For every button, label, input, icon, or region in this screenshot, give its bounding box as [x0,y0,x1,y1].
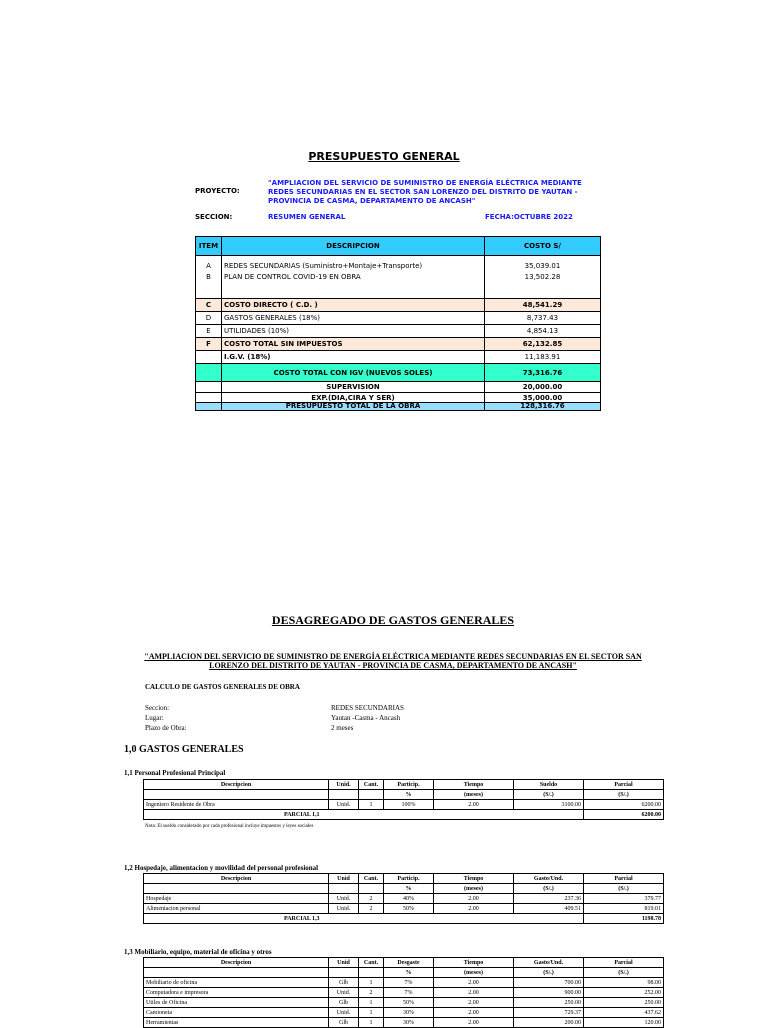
table-row [144,800,664,810]
row-partial: 6200.00 [584,800,664,810]
row-partial: 250.00 [584,998,664,1008]
item-e: E [196,325,222,338]
item-a: A [206,261,211,270]
row-unit: Unid. [329,894,359,904]
item-d: D [196,312,222,325]
table-row [144,904,664,914]
desagregado-project-line-1: "AMPLIACION DEL SERVICIO DE SUMINISTRO DE ENERGÍA ELÉCTRICA MEDIANTE REDES SECUNDARIAS EN EL SECTOR SAN [144,652,642,661]
project-label: PROYECTO: [195,187,240,195]
item-cell [196,256,222,299]
row-wear: 7% [384,988,434,998]
row-partial: 98.00 [584,978,664,988]
col-header-participation: Particip. [384,874,434,884]
cost-d: 8,737.43 [485,312,601,325]
empty-cell [196,382,222,393]
col-header-quantity: Cant. [359,780,384,790]
hospedaje-heading: 1,2 Hospedaje, alimentacion y movilidad del personal profesional [124,864,319,872]
row-wear: 30% [384,1008,434,1018]
col-header-quantity: Cant. [359,874,384,884]
table-row [196,325,601,338]
row-wear: 7% [384,978,434,988]
table-row [196,364,601,382]
desagregado-project-line-2: LORENZO DEL DISTRITO DE YAUTAN - PROVINCIA DE CASMA, DEPARTAMENTO DE ANCASH" [209,661,577,670]
desagregado-project [128,652,658,670]
table-row [196,256,601,299]
section-label: SECCION: [195,213,233,221]
project-line-3: PROVINCIA DE CASMA, DEPARTAMENTO DE ANCASH" [268,197,476,205]
description-cell [222,256,485,299]
mobiliario-heading: 1,3 Mobiliario, equipo, material de oficina y otros [124,948,272,956]
budget-date: FECHA:OCTUBRE 2022 [485,213,573,221]
desc-e: UTILIDADES (10%) [222,325,485,338]
cost-f: 62,132.85 [485,338,601,351]
row-time: 2.00 [434,800,514,810]
row-quantity: 1 [359,800,384,810]
row-quantity: 2 [359,894,384,904]
col-subheader-months: (meses) [434,884,514,894]
row-description: Mobiliario de oficina [144,978,329,988]
table-row [144,978,664,988]
budget-title: PRESUPUESTO GENERAL [308,150,460,163]
col-subheader-currency: (S/.) [584,884,664,894]
table-total-row [144,810,664,820]
row-time: 2.00 [434,998,514,1008]
row-cost-per-unit: 409.51 [514,904,584,914]
col-header-quantity: Cant. [359,958,384,968]
row-time: 2.00 [434,988,514,998]
table-row [196,299,601,312]
col-header-salary: Sueldo [514,780,584,790]
partial-total-label: PARCIAL 1,3 [144,914,584,924]
row-cost-per-unit: 250.00 [514,998,584,1008]
row-time: 2.00 [434,1008,514,1018]
lugar-label: Lugar: [145,714,164,722]
col-header-wear: Desgaste [384,958,434,968]
col-subheader-currency: (S/.) [514,968,584,978]
partial-total-label: PARCIAL 1,1 [144,810,584,820]
row-participation: 50% [384,904,434,914]
table-header-row [144,968,664,978]
salary-note: Nota: El sueldo considerado por cada profesional incluye impuestos y leyes sociales [145,824,314,829]
row-quantity: 1 [359,998,384,1008]
row-cost-per-unit: 237.36 [514,894,584,904]
row-description: Herramientas [144,1018,329,1028]
row-participation: 40% [384,894,434,904]
cost-b: 13,502.28 [524,272,561,281]
table-row [144,988,664,998]
row-quantity: 1 [359,1008,384,1018]
col-subheader-currency: (S/.) [584,790,664,800]
desc-presupuesto-total: PRESUPUESTO TOTAL DE LA OBRA [222,403,485,411]
desc-d: GASTOS GENERALES (18%) [222,312,485,325]
col-subheader-percent: % [384,968,434,978]
row-wear: 50% [384,998,434,1008]
row-time: 2.00 [434,904,514,914]
row-cost-per-unit: 900.00 [514,988,584,998]
row-unit: Unid. [329,800,359,810]
empty-cell [196,403,222,411]
col-header-cost: COSTO S/ [485,237,601,256]
partial-total-value: 6200.00 [584,810,664,820]
table-header-row [144,790,664,800]
empty-cell [196,351,222,364]
row-partial: 120.00 [584,1018,664,1028]
col-header-partial: Parcial [584,780,664,790]
table-row [196,403,601,411]
row-description: Camioneta [144,1008,329,1018]
table-row [144,1018,664,1028]
col-header-description: Descripcion [144,874,329,884]
col-header-time: Tiempo [434,958,514,968]
table-row [196,393,601,403]
cost-cell [485,256,601,299]
row-cost-per-unit: 200.00 [514,1018,584,1028]
table-row [144,998,664,1008]
lugar-value: Yautan -Casma - Ancash [331,714,401,722]
table-row [144,1008,664,1018]
desc-f: COSTO TOTAL SIN IMPUESTOS [222,338,485,351]
row-time: 2.00 [434,978,514,988]
row-unit: Unid. [329,904,359,914]
table-header-row [196,237,601,256]
row-quantity: 1 [359,1018,384,1028]
plazo-value: 2 meses [331,724,354,732]
row-description: Alimentacion personal [144,904,329,914]
row-salary: 3100.00 [514,800,584,810]
row-quantity: 2 [359,988,384,998]
calc-title: CALCULO DE GASTOS GENERALES DE OBRA [145,683,300,691]
table-total-row [144,914,664,924]
col-subheader-currency: (S/.) [584,968,664,978]
desc-expediente: EXP.(DIA,CIRA Y SER) [222,393,485,403]
row-quantity: 2 [359,904,384,914]
row-unit: Glb [329,978,359,988]
cost-presupuesto-total: 128,316.76 [485,403,601,411]
row-participation: 100% [384,800,434,810]
row-partial: 437.62 [584,1008,664,1018]
col-header-unit: Unid [329,958,359,968]
col-header-description: DESCRIPCION [222,237,485,256]
row-wear: 30% [384,1018,434,1028]
col-subheader-months: (meses) [434,968,514,978]
seccion-value: REDES SECUNDARIAS [331,704,404,712]
table-row [196,351,601,364]
row-cost-per-unit: 700.00 [514,978,584,988]
table-row [196,312,601,325]
cost-c: 48,541.29 [485,299,601,312]
mobiliario-table [143,957,664,1028]
table-row [144,894,664,904]
hospedaje-table [143,873,664,924]
table-header-row [144,874,664,884]
col-subheader-currency: (S/.) [514,884,584,894]
project-line-1: "AMPLIACION DEL SERVICIO DE SUMINISTRO DE ENERGÍA ELÉCTRICA MEDIANTE [268,179,582,187]
section-value: RESUMEN GENERAL [268,213,346,221]
cost-igv: 11,183.91 [485,351,601,364]
desc-igv: I.G.V. (18%) [222,351,485,364]
cost-total-igv: 73,316.76 [485,364,601,382]
empty-cell [196,393,222,403]
cost-a: 35,039.01 [524,261,561,270]
row-time: 2.00 [434,894,514,904]
seccion-label: Seccion: [145,704,170,712]
col-header-cost-per-unit: Gasto/Und. [514,958,584,968]
row-quantity: 1 [359,978,384,988]
personal-heading: 1,1 Personal Profesional Principal [124,769,226,777]
col-header-item: ITEM [196,237,222,256]
row-description: Computadora e impresora [144,988,329,998]
table-header-row [144,884,664,894]
desc-total-igv: COSTO TOTAL CON IGV (NUEVOS SOLES) [222,364,485,382]
col-header-time: Tiempo [434,780,514,790]
item-b: B [206,272,211,281]
personal-table [143,779,664,820]
col-header-participation: Particip. [384,780,434,790]
desc-c: COSTO DIRECTO ( C.D. ) [222,299,485,312]
table-row [196,382,601,393]
row-description: Hospedaje [144,894,329,904]
col-header-time: Tiempo [434,874,514,884]
desagregado-title: DESAGREGADO DE GASTOS GENERALES [271,613,515,627]
gastos-generales-heading: 1,0 GASTOS GENERALES [124,744,244,755]
table-header-row [144,958,664,968]
cost-supervision: 20,000.00 [485,382,601,393]
row-unit: Glb [329,1018,359,1028]
row-unit: Unid. [329,988,359,998]
row-unit: Unid. [329,1008,359,1018]
col-header-unit: Unid [329,874,359,884]
col-header-unit: Unid. [329,780,359,790]
col-header-partial: Parcial [584,958,664,968]
table-header-row [144,780,664,790]
row-time: 2.00 [434,1018,514,1028]
col-header-cost-per-unit: Gasto/Und. [514,874,584,884]
row-description: Utiles de Oficina [144,998,329,1008]
cost-e: 4,854.13 [485,325,601,338]
item-f: F [196,338,222,351]
row-partial: 819.01 [584,904,664,914]
col-subheader-percent: % [384,884,434,894]
desc-supervision: SUPERVISION [222,382,485,393]
col-subheader-percent: % [384,790,434,800]
col-header-description: Descripcion [144,780,329,790]
empty-cell [196,364,222,382]
table-row [196,338,601,351]
row-partial: 252.00 [584,988,664,998]
col-subheader-months: (meses) [434,790,514,800]
col-subheader-currency: (S/.) [514,790,584,800]
partial-total-value: 1198.78 [584,914,664,924]
project-line-2: REDES SECUNDARIAS EN EL SECTOR SAN LORENZO DEL DISTRITO DE YAUTAN - [268,188,578,196]
cost-expediente: 35,000.00 [485,393,601,403]
row-cost-per-unit: 729.37 [514,1008,584,1018]
item-c: C [196,299,222,312]
row-partial: 379.77 [584,894,664,904]
row-description: Ingeniero Residente de Obra [144,800,329,810]
project-description [268,179,598,206]
desc-b: PLAN DE CONTROL COVID-19 EN OBRA [224,272,361,281]
col-header-description: Descripcion [144,958,329,968]
row-unit: Glb [329,998,359,1008]
desc-a: REDES SECUNDARIAS (Suministro+Montaje+Transporte) [224,261,423,270]
budget-summary-table [195,236,601,411]
col-header-partial: Parcial [584,874,664,884]
plazo-label: Plazo de Obra: [145,724,187,732]
